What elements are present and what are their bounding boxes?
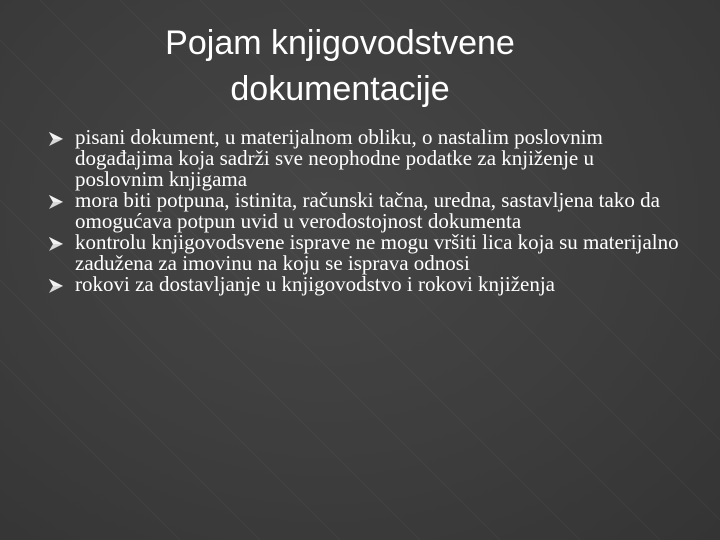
arrowhead-bullet-icon <box>48 236 64 252</box>
arrowhead-bullet-icon <box>48 278 64 294</box>
bullet-item <box>45 190 685 232</box>
bullet-item <box>45 127 685 190</box>
bullet-list <box>45 127 685 295</box>
bullet-text: pisani dokument, u materijalnom obliku, o nastalim poslovnim događajima koja sadrži sve neophodne podatke za knjiženje u poslovnim knjigama <box>75 125 603 191</box>
bullet-item <box>45 274 685 295</box>
bullet-text: kontrolu knjigovodsvene isprave ne mogu vršiti lica koja su materijalno zadužena za imovinu na koju se isprava odnosi <box>75 230 679 275</box>
slide-title-line-2: dokumentacije <box>230 70 450 108</box>
arrowhead-bullet-icon <box>48 131 64 147</box>
slide-title <box>90 20 590 112</box>
arrowhead-bullet-icon <box>48 194 64 210</box>
bullet-text: mora biti potpuna, istinita, računski tačna, uredna, sastavljena tako da omogućava potpun uvid u verodostojnost dokumenta <box>75 188 660 233</box>
bullet-text: rokovi za dostavljanje u knjigovodstvo i rokovi knjiženja <box>75 272 555 296</box>
bullet-item <box>45 232 685 274</box>
slide-title-line-1: Pojam knjigovodstvene <box>165 24 515 62</box>
